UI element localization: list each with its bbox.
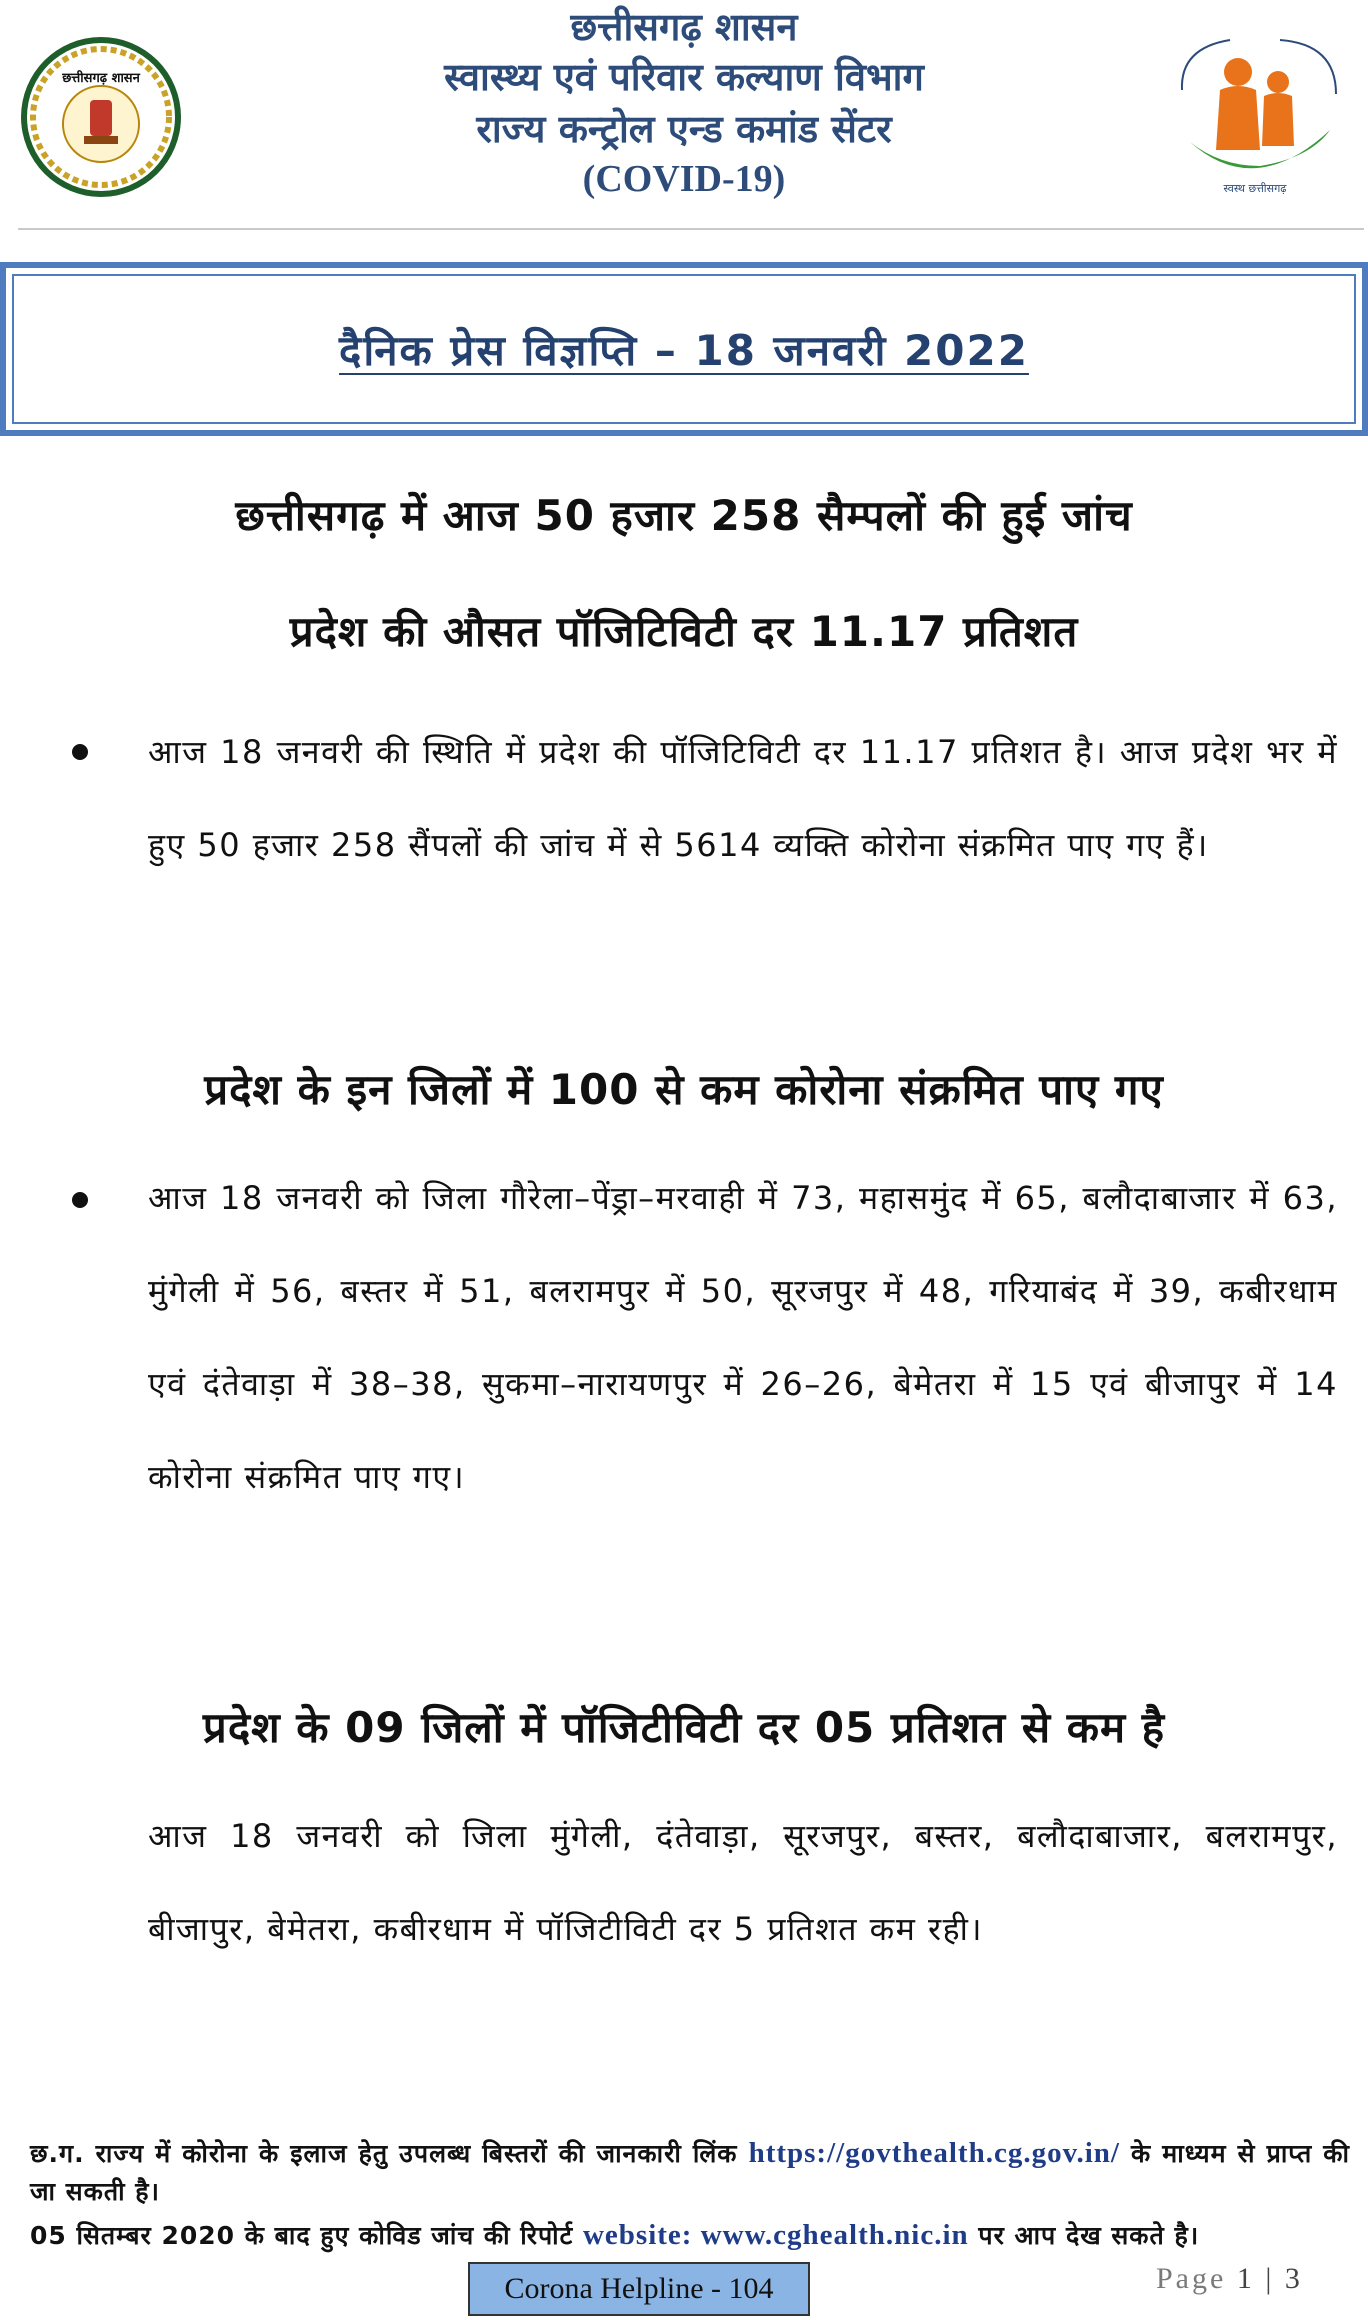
header-covid: (COVID-19)	[582, 158, 786, 200]
page-current: 1	[1236, 2262, 1255, 2295]
headline-samples: छत्तीसगढ़ में आज 50 हजार 258 सैम्पलों की हुई जांच	[235, 491, 1133, 540]
header-department: स्वास्थ्य एवं परिवार कल्याण विभाग	[444, 54, 924, 99]
swasth-chhattisgarh-logo	[1160, 30, 1350, 200]
footer-report-text-end: पर आप देख सकते है।	[978, 2221, 1200, 2250]
page-separator: |	[1254, 2262, 1285, 2295]
corona-helpline-badge: Corona Helpline - 104	[468, 2262, 810, 2316]
press-release-title: दैनिक प्रेस विज्ञप्ति – 18 जनवरी 2022	[339, 325, 1029, 375]
headline-low-positivity-districts: प्रदेश के 09 जिलों में पॉजिटीविटी दर 05 प्रतिशत से कम है	[202, 1703, 1166, 1752]
logo-caption: स्वस्थ छत्तीसगढ़	[1223, 182, 1287, 195]
paragraph-low-positivity: आज 18 जनवरी को जिला मुंगेली, दंतेवाड़ा, सूरजपुर, बस्तर, बलौदाबाजार, बलरामपुर, बीजापुर, बेमेतरा, कबीरधाम में पॉजिटीविटी दर 5 प्रतिशत कम रही।	[148, 1817, 1338, 1948]
paragraph-positivity: आज 18 जनवरी की स्थिति में प्रदेश की पॉजिटिविटी दर 11.17 प्रतिशत है। आज प्रदेश भर में हुए 50 हजार 258 सैंपलों की जांच में से 5614 व्यक्ति कोरोना संक्रमित पाए गए हैं।	[148, 733, 1338, 864]
emblem-text: छत्तीसगढ़ शासन	[62, 71, 140, 86]
header-command-centre: राज्य कन्ट्रोल एन्ड कमांड सेंटर	[476, 106, 892, 151]
bullet	[72, 744, 88, 760]
bullet	[72, 1192, 88, 1208]
headline-districts-under-100: प्रदेश के इन जिलों में 100 से कम कोरोना संक्रमित पाए गए	[204, 1065, 1164, 1114]
header-government: छत्तीसगढ़ शासन	[570, 4, 798, 49]
page-number	[1156, 2262, 1303, 2296]
footer-beds-note	[30, 2134, 1350, 2211]
header-divider	[18, 228, 1364, 230]
headline-positivity-rate: प्रदेश की औसत पॉजिटिविटी दर 11.17 प्रतिशत	[289, 607, 1079, 656]
footer-beds-text-end: के माध्यम से प्राप्त की जा सकती है।	[30, 2139, 1350, 2206]
press-release-title-box	[0, 262, 1368, 436]
paragraph-district-cases: आज 18 जनवरी को जिला गौरेला–पेंड्रा–मरवाही में 73, महासमुंद में 65, बलौदाबाजार में 63, मुंगेली में 56, बस्तर में 51, बलरामपुर में 50, सूरजपुर में 48, गरियाबंद में 39, कबीरधाम एवं दंतेवाड़ा में 38–38, सुकमा–नारायणपुर में 26–26, बेमेतरा में 15 एवं बीजापुर में 14 कोरोना संक्रमित पाए गए।	[148, 1179, 1338, 1496]
page-total: 3	[1284, 2262, 1303, 2295]
chhattisgarh-government-emblem	[18, 34, 184, 200]
footer-report-text: 05 सितम्बर 2020 के बाद हुए कोविड जांच की रिपोर्ट	[30, 2221, 574, 2250]
footer-beds-text: छ.ग. राज्य में कोरोना के इलाज हेतु उपलब्ध बिस्तरों की जानकारी लिंक	[30, 2139, 738, 2168]
page-label: Page	[1156, 2262, 1227, 2295]
cghealth-website-link[interactable]: website: www.cghealth.nic.in	[582, 2219, 969, 2251]
footer-report-note	[30, 2216, 1350, 2255]
govthealth-link[interactable]: https://govthealth.cg.gov.in/	[748, 2137, 1120, 2169]
